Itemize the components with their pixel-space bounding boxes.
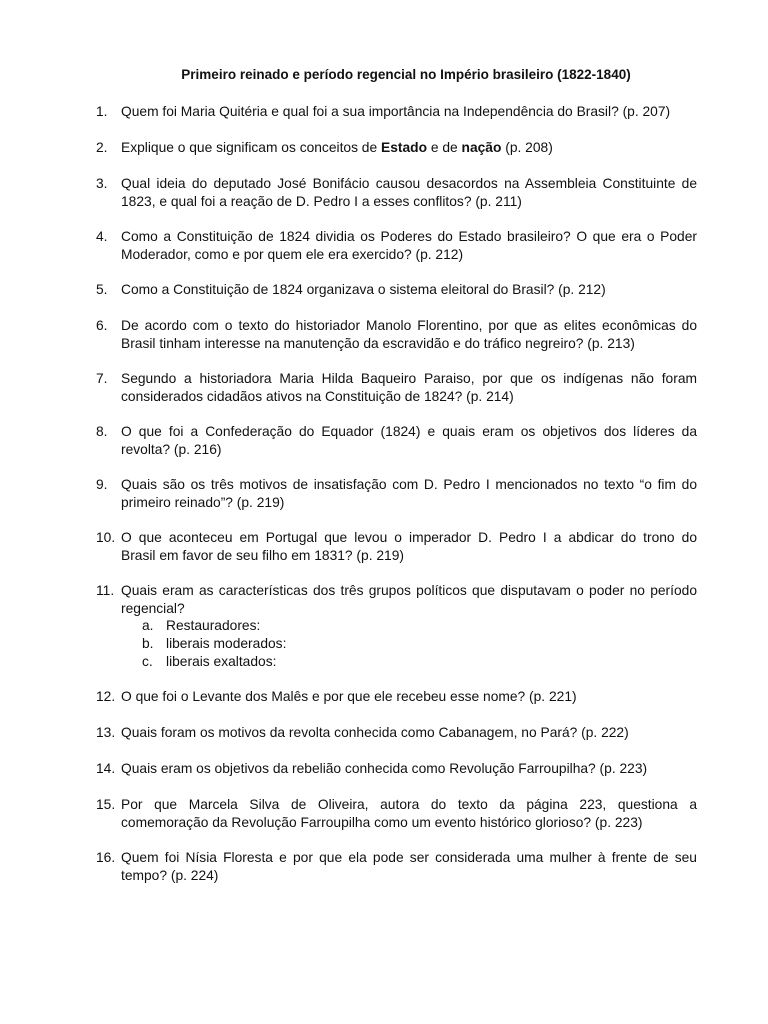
question-text: Quem foi Maria Quitéria e qual foi a sua importância na Independência do Brasil? (p. 207) [121, 104, 671, 119]
question-text: Quais foram os motivos da revolta conhecida como Cabanagem, no Pará? (p. 222) [121, 725, 629, 740]
question-number: 2. [96, 140, 108, 155]
question-number: 15. [96, 797, 116, 812]
question-number: 1. [96, 104, 108, 119]
question-number: 7. [96, 371, 108, 386]
subitem-label: liberais exaltados: [166, 654, 277, 669]
question-number: 8. [96, 424, 108, 439]
question-text: Qual ideia do deputado José Bonifácio causou desacordos na Assembleia Constituinte de 1823, e qual foi a reação de D. Pedro I a esses conflitos? (p. 211) [121, 176, 697, 209]
question-number: 16. [96, 850, 116, 865]
question-number: 6. [96, 318, 108, 333]
question-text: Como a Constituição de 1824 dividia os Poderes do Estado brasileiro? O que era o Poder Moderador, como e por quem ele era exercido? (p. 212) [121, 229, 697, 262]
question-text: O que foi a Confederação do Equador (1824) e quais eram os objetivos dos líderes da revolta? (p. 216) [121, 424, 697, 457]
question-number: 11. [96, 583, 115, 598]
document-title: Primeiro reinado e período regencial no Império brasileiro (1822-1840) [181, 67, 631, 82]
question-text: De acordo com o texto do historiador Manolo Florentino, por que as elites econômicas do Brasil tinham interesse na manutenção da escravidão e do tráfico negreiro? (p. 213) [121, 318, 697, 351]
subitem-letter: c. [142, 654, 153, 669]
question-number: 3. [96, 176, 108, 191]
question-text: O que aconteceu em Portugal que levou o imperador D. Pedro I a abdicar do trono do Brasil em favor de seu filho em 1831? (p. 219) [121, 530, 697, 563]
term-estado: Estado [381, 140, 427, 155]
question-text: Explique o que significam os conceitos de Estado e de nação (p. 208) [121, 140, 553, 155]
subitem-letter: a. [142, 618, 154, 633]
question-text: O que foi o Levante dos Malês e por que ele recebeu esse nome? (p. 221) [121, 689, 577, 704]
question-text: Por que Marcela Silva de Oliveira, autora do texto da página 223, questiona a comemoração da Revolução Farroupilha como um evento histórico glorioso? (p. 223) [121, 797, 697, 830]
question-number: 14. [96, 761, 116, 776]
question-number: 12. [96, 689, 116, 704]
subitem-label: Restauradores: [166, 618, 261, 633]
subitem-label: liberais moderados: [166, 636, 287, 651]
question-number: 13. [96, 725, 116, 740]
question-number: 5. [96, 282, 108, 297]
question-text: Quais eram as características dos três grupos políticos que disputavam o poder no período regencial? [121, 583, 697, 616]
subitem-letter: b. [142, 636, 154, 651]
question-text: Quem foi Nísia Floresta e por que ela pode ser considerada uma mulher à frente de seu tempo? (p. 224) [121, 850, 697, 883]
question-text: Quais eram os objetivos da rebelião conhecida como Revolução Farroupilha? (p. 223) [121, 761, 648, 776]
question-text: Quais são os três motivos de insatisfação com D. Pedro I mencionados no texto “o fim do primeiro reinado”? (p. 219) [121, 477, 697, 510]
question-number: 4. [96, 229, 108, 244]
question-number: 9. [96, 477, 108, 492]
question-text: Segundo a historiadora Maria Hilda Baqueiro Paraiso, por que os indígenas não foram considerados cidadãos ativos na Constituição de 1824? (p. 214) [121, 371, 697, 404]
question-number: 10. [96, 530, 116, 545]
term-nacao: nação [461, 140, 502, 155]
question-text: Como a Constituição de 1824 organizava o sistema eleitoral do Brasil? (p. 212) [121, 282, 606, 297]
